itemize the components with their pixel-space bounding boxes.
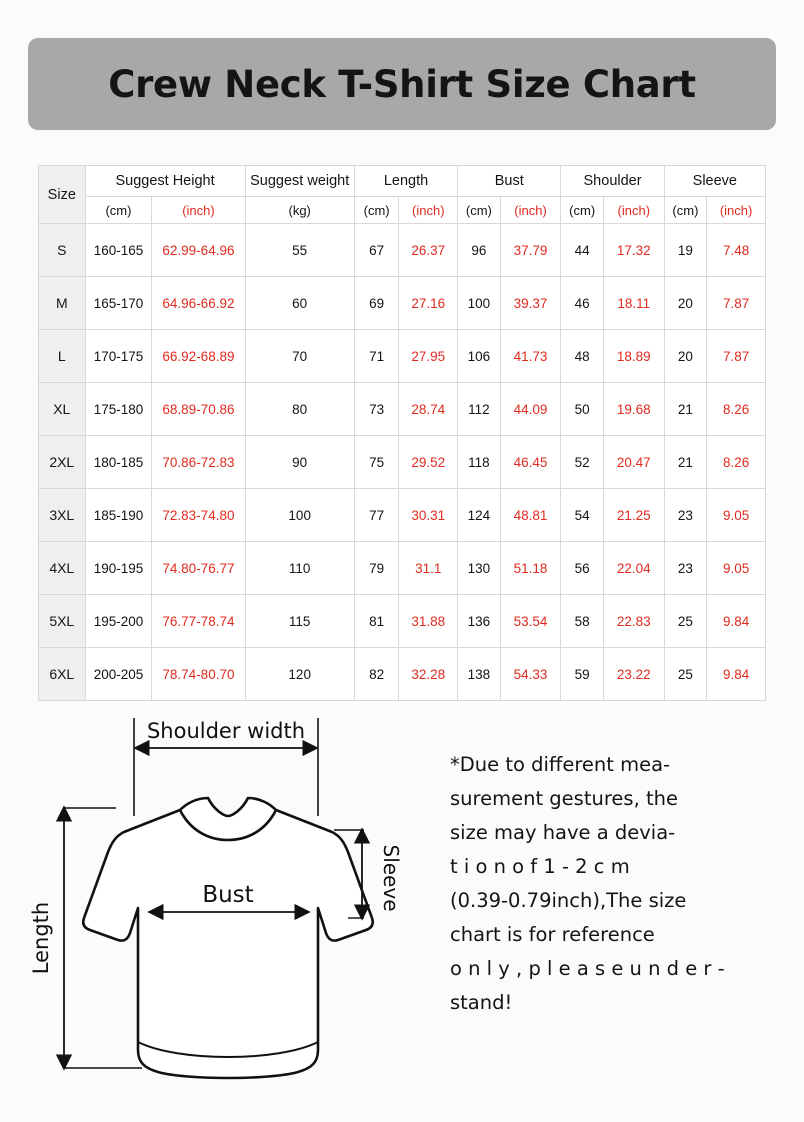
header-bust: Bust xyxy=(458,166,561,197)
cell-sleeve-inch: 9.05 xyxy=(707,489,766,542)
cell-bust-inch: 41.73 xyxy=(500,330,561,383)
unit-bust-inch: (inch) xyxy=(500,197,561,224)
cell-bust-cm: 130 xyxy=(458,542,501,595)
cell-bust-inch: 37.79 xyxy=(500,224,561,277)
cell-height-cm: 190-195 xyxy=(85,542,152,595)
cell-length-cm: 69 xyxy=(354,277,399,330)
cell-sleeve-inch: 8.26 xyxy=(707,436,766,489)
table-header-group-row xyxy=(39,166,766,197)
unit-sleeve-inch: (inch) xyxy=(707,197,766,224)
cell-size: L xyxy=(39,330,86,383)
table-row xyxy=(39,436,766,489)
cell-sleeve-cm: 19 xyxy=(664,224,707,277)
cell-height-inch: 62.99-64.96 xyxy=(152,224,245,277)
table-row xyxy=(39,542,766,595)
table-row xyxy=(39,595,766,648)
size-chart-table xyxy=(38,165,766,701)
cell-sleeve-cm: 20 xyxy=(664,330,707,383)
cell-sleeve-inch: 7.48 xyxy=(707,224,766,277)
cell-shoulder-cm: 44 xyxy=(561,224,604,277)
cell-height-cm: 160-165 xyxy=(85,224,152,277)
cell-shoulder-inch: 21.25 xyxy=(603,489,664,542)
cell-size: M xyxy=(39,277,86,330)
cell-height-inch: 76.77-78.74 xyxy=(152,595,245,648)
note-line-4: t i o n o f 1 - 2 c m xyxy=(450,855,630,878)
cell-sleeve-inch: 9.84 xyxy=(707,648,766,701)
cell-sleeve-cm: 23 xyxy=(664,489,707,542)
header-length: Length xyxy=(354,166,457,197)
table-header-unit-row xyxy=(39,197,766,224)
cell-sleeve-cm: 23 xyxy=(664,542,707,595)
cell-weight-kg: 110 xyxy=(245,542,354,595)
cell-height-cm: 200-205 xyxy=(85,648,152,701)
cell-height-inch: 68.89-70.86 xyxy=(152,383,245,436)
cell-length-inch: 27.16 xyxy=(399,277,458,330)
unit-shoulder-inch: (inch) xyxy=(603,197,664,224)
cell-bust-inch: 51.18 xyxy=(500,542,561,595)
unit-height-cm: (cm) xyxy=(85,197,152,224)
length-label: Length xyxy=(29,901,53,975)
cell-shoulder-cm: 59 xyxy=(561,648,604,701)
header-suggest-height: Suggest Height xyxy=(85,166,245,197)
cell-bust-cm: 112 xyxy=(458,383,501,436)
cell-length-cm: 77 xyxy=(354,489,399,542)
cell-size: 6XL xyxy=(39,648,86,701)
cell-length-cm: 75 xyxy=(354,436,399,489)
cell-bust-cm: 100 xyxy=(458,277,501,330)
cell-shoulder-cm: 56 xyxy=(561,542,604,595)
cell-height-cm: 175-180 xyxy=(85,383,152,436)
cell-bust-inch: 48.81 xyxy=(500,489,561,542)
cell-bust-inch: 39.37 xyxy=(500,277,561,330)
cell-shoulder-inch: 18.89 xyxy=(603,330,664,383)
cell-bust-cm: 124 xyxy=(458,489,501,542)
cell-weight-kg: 100 xyxy=(245,489,354,542)
cell-sleeve-inch: 7.87 xyxy=(707,330,766,383)
cell-size: 5XL xyxy=(39,595,86,648)
cell-weight-kg: 120 xyxy=(245,648,354,701)
cell-shoulder-inch: 17.32 xyxy=(603,224,664,277)
cell-weight-kg: 55 xyxy=(245,224,354,277)
cell-shoulder-cm: 52 xyxy=(561,436,604,489)
unit-shoulder-cm: (cm) xyxy=(561,197,604,224)
unit-height-inch: (inch) xyxy=(152,197,245,224)
cell-sleeve-inch: 9.84 xyxy=(707,595,766,648)
cell-height-cm: 185-190 xyxy=(85,489,152,542)
cell-size: 4XL xyxy=(39,542,86,595)
table-row xyxy=(39,383,766,436)
cell-weight-kg: 90 xyxy=(245,436,354,489)
cell-length-inch: 26.37 xyxy=(399,224,458,277)
cell-bust-cm: 136 xyxy=(458,595,501,648)
header-suggest-weight: Suggest weight xyxy=(245,166,354,197)
cell-bust-cm: 106 xyxy=(458,330,501,383)
header-shoulder: Shoulder xyxy=(561,166,664,197)
cell-length-inch: 31.88 xyxy=(399,595,458,648)
cell-height-inch: 72.83-74.80 xyxy=(152,489,245,542)
cell-shoulder-cm: 54 xyxy=(561,489,604,542)
cell-length-inch: 32.28 xyxy=(399,648,458,701)
cell-height-inch: 78.74-80.70 xyxy=(152,648,245,701)
cell-length-cm: 73 xyxy=(354,383,399,436)
cell-shoulder-cm: 48 xyxy=(561,330,604,383)
cell-shoulder-inch: 22.83 xyxy=(603,595,664,648)
cell-shoulder-inch: 19.68 xyxy=(603,383,664,436)
cell-weight-kg: 60 xyxy=(245,277,354,330)
cell-height-inch: 70.86-72.83 xyxy=(152,436,245,489)
header-size: Size xyxy=(39,166,86,224)
table-row xyxy=(39,277,766,330)
sleeve-label: Sleeve xyxy=(379,844,403,912)
cell-length-cm: 79 xyxy=(354,542,399,595)
cell-length-inch: 30.31 xyxy=(399,489,458,542)
cell-shoulder-inch: 22.04 xyxy=(603,542,664,595)
cell-bust-inch: 53.54 xyxy=(500,595,561,648)
cell-weight-kg: 70 xyxy=(245,330,354,383)
cell-size: S xyxy=(39,224,86,277)
cell-sleeve-cm: 21 xyxy=(664,436,707,489)
cell-sleeve-cm: 20 xyxy=(664,277,707,330)
cell-height-inch: 66.92-68.89 xyxy=(152,330,245,383)
cell-height-cm: 165-170 xyxy=(85,277,152,330)
cell-length-cm: 82 xyxy=(354,648,399,701)
cell-height-cm: 170-175 xyxy=(85,330,152,383)
cell-length-cm: 81 xyxy=(354,595,399,648)
cell-shoulder-cm: 46 xyxy=(561,277,604,330)
note-line-1: *Due to different mea- xyxy=(450,753,671,776)
cell-length-inch: 27.95 xyxy=(399,330,458,383)
cell-height-inch: 74.80-76.77 xyxy=(152,542,245,595)
cell-weight-kg: 115 xyxy=(245,595,354,648)
cell-bust-inch: 46.45 xyxy=(500,436,561,489)
cell-shoulder-inch: 23.22 xyxy=(603,648,664,701)
cell-shoulder-cm: 58 xyxy=(561,595,604,648)
cell-height-cm: 180-185 xyxy=(85,436,152,489)
size-chart-table-wrapper xyxy=(38,165,766,701)
cell-bust-inch: 44.09 xyxy=(500,383,561,436)
cell-height-cm: 195-200 xyxy=(85,595,152,648)
note-line-5: (0.39-0.79inch),The size xyxy=(450,889,687,912)
note-line-7: o n l y , p l e a s e u n d e r - xyxy=(450,957,725,980)
cell-length-inch: 31.1 xyxy=(399,542,458,595)
cell-size: XL xyxy=(39,383,86,436)
cell-size: 3XL xyxy=(39,489,86,542)
cell-bust-cm: 118 xyxy=(458,436,501,489)
cell-shoulder-cm: 50 xyxy=(561,383,604,436)
note-line-3: size may have a devia- xyxy=(450,821,676,844)
cell-sleeve-inch: 7.87 xyxy=(707,277,766,330)
cell-sleeve-inch: 9.05 xyxy=(707,542,766,595)
cell-shoulder-inch: 20.47 xyxy=(603,436,664,489)
unit-bust-cm: (cm) xyxy=(458,197,501,224)
unit-weight-kg: (kg) xyxy=(245,197,354,224)
cell-bust-cm: 96 xyxy=(458,224,501,277)
unit-length-cm: (cm) xyxy=(354,197,399,224)
measurement-note xyxy=(450,748,780,1020)
table-row xyxy=(39,489,766,542)
cell-shoulder-inch: 18.11 xyxy=(603,277,664,330)
cell-sleeve-inch: 8.26 xyxy=(707,383,766,436)
title-banner xyxy=(28,38,776,130)
cell-size: 2XL xyxy=(39,436,86,489)
bust-label: Bust xyxy=(202,882,254,908)
cell-length-cm: 71 xyxy=(354,330,399,383)
shoulder-width-label: Shoulder width xyxy=(146,719,306,743)
page-title: Crew Neck T-Shirt Size Chart xyxy=(108,62,696,106)
cell-sleeve-cm: 21 xyxy=(664,383,707,436)
header-sleeve: Sleeve xyxy=(664,166,765,197)
cell-length-inch: 28.74 xyxy=(399,383,458,436)
cell-bust-cm: 138 xyxy=(458,648,501,701)
note-line-8: stand! xyxy=(450,991,513,1014)
cell-length-cm: 67 xyxy=(354,224,399,277)
cell-height-inch: 64.96-66.92 xyxy=(152,277,245,330)
note-line-6: chart is for reference xyxy=(450,923,655,946)
cell-sleeve-cm: 25 xyxy=(664,648,707,701)
note-line-2: surement gestures, the xyxy=(450,787,678,810)
unit-length-inch: (inch) xyxy=(399,197,458,224)
cell-length-inch: 29.52 xyxy=(399,436,458,489)
table-row xyxy=(39,330,766,383)
cell-bust-inch: 54.33 xyxy=(500,648,561,701)
table-row xyxy=(39,224,766,277)
unit-sleeve-cm: (cm) xyxy=(664,197,707,224)
cell-sleeve-cm: 25 xyxy=(664,595,707,648)
cell-weight-kg: 80 xyxy=(245,383,354,436)
tshirt-measurement-diagram xyxy=(18,690,438,1110)
